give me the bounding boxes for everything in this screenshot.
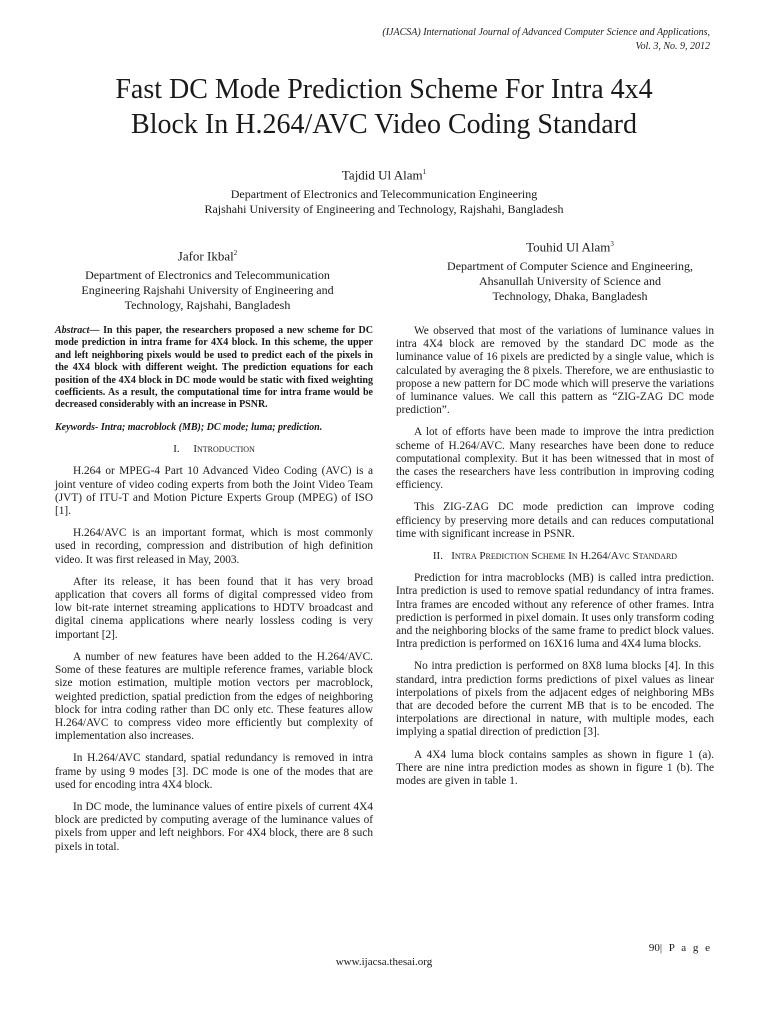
paragraph: H.264/AVC is an important format, which is most commonly used in recording, compression and distribution of high definition video. It was first released in May, 2003. [55, 527, 373, 566]
left-column [55, 325, 373, 863]
paragraph: After its release, it has been found that it has very broad application that covers all forms of digital compressed video from low bit-rate internet streaming applications to HDTV broadcast and digital cinema applications where nearly lossless coding is very important [2]. [55, 575, 373, 641]
author-block-3 [420, 237, 720, 304]
journal-header [382, 26, 710, 54]
paragraph: Prediction for intra macroblocks (MB) is called intra prediction. Intra prediction is used to remove spatial redundancy of intra frames. Intra frames are encoded without any reference of other frames. Intra prediction is performed in pixel domain. It uses only transform coding and the neighboring blocks of the same frame to predict block values. Intra prediction is performed on 16X16 luma and 4X4 luma blocks. [396, 572, 714, 651]
paragraph: A 4X4 luma block contains samples as shown in figure 1 (a). There are nine intra prediction modes as shown in figure 1 (b). The modes are given in table 1. [396, 748, 714, 788]
section-heading-intra-prediction: II. Intra Prediction Scheme In H.264/Avc Standard [432, 550, 678, 563]
author-affiliation: Department of Computer Science and Engineering, [447, 259, 693, 274]
abstract: Abstract— In this paper, the researchers proposed a new scheme for DC mode prediction in intra frame for 4X4 block. In this scheme, the upper and left neighboring pixels would be used to predict each of the pixels in the 4X4 block with different weight. The prediction equations for each position of the 4X4 block in DC mode would be static with fixed weighting coefficients. As a result, the computational time for intra frame would be decreased considerably with an increase in PSNR. [55, 325, 373, 411]
page-number: 90| P a g e [648, 942, 712, 954]
paragraph: A lot of efforts have been made to improve the intra prediction scheme of H.264/AVC. Many researches have been done to reduce computational complexity. But it has been witnessed that in most of the cases the researchers have less contribution in improving coding efficiency. [396, 426, 714, 492]
author-affiliation: Engineering Rajshahi University of Engineering and [81, 283, 334, 298]
paragraph: A number of new features have been added to the H.264/AVC. Some of these features are multiple reference frames, variable block size motion estimation, multiple motion vectors per macroblock, weighted prediction, spatial prediction from the edges of neighboring block for intra coding rather than DC only etc. These features allow H.264/AVC to compress video more efficiently but complexity of implementation also increases. [55, 650, 373, 743]
journal-volume: Vol. 3, No. 9, 2012 [635, 41, 710, 52]
paragraph: We observed that most of the variations of luminance values in intra 4X4 block are removed by the standard DC mode as the luminance value of 16 pixels are predicted by a single value, which is calculated by averaging the 8 pixels. Therefore, we are enthusiastic to propose a new pattern for DC mode which will preserve the variations of luminance values. We call this pattern as “ZIG-ZAG DC mode prediction”. [396, 325, 714, 417]
author-name: Jafor Ikbal$^2$ [177, 248, 238, 264]
right-column [396, 325, 714, 797]
author-affiliation: Ahsanullah University of Science and [479, 274, 661, 289]
author-affiliation: Rajshahi University of Engineering and Technology, Rajshahi, Bangladesh [204, 202, 564, 217]
journal-name: (IJACSA) International Journal of Advanced Computer Science and Applications, [382, 27, 710, 38]
paragraph: No intra prediction is performed on 8X8 luma blocks [4]. In this standard, intra prediction forms predictions of pixel values as linear interpolations of pixels from the adjacent edges of neighboring MBs that are decoded before the current MB that is to be encoded. The interpolations are directional in nature, with multiple modes, each implying a spatial direction of prediction [3]. [396, 660, 714, 739]
paragraph: In DC mode, the luminance values of entire pixels of current 4X4 block are predicted by computing average of the luminance values of pixels from upper and left neighbors. For 4X4 block, there are 8 such pixels in total. [55, 800, 373, 853]
paragraph: H.264 or MPEG-4 Part 10 Advanced Video Coding (AVC) is a joint venture of video coding experts from both the Joint Video Team (JVT) of ITU-T and Motion Picture Experts Group (MPEG) of ISO [1]. [55, 465, 373, 518]
author-name: Touhid Ul Alam$^3$ [526, 239, 614, 255]
paper-title [40, 72, 728, 142]
author-affiliation: Technology, Dhaka, Bangladesh [492, 289, 648, 304]
author-affiliation: Department of Electronics and Telecommunication Engineering [230, 187, 538, 202]
paragraph: In H.264/AVC standard, spatial redundancy is removed in intra frame by using 9 modes [3]. DC mode is one of the modes that are used for encoding intra 4X4 block. [55, 752, 373, 791]
title-line-1: Fast DC Mode Prediction Scheme For Intra 4x4 [115, 74, 653, 105]
author-affiliation: Department of Electronics and Telecommunication [85, 268, 330, 283]
author-block-1 [150, 165, 618, 217]
footer-url: www.ijacsa.thesai.org [335, 956, 433, 968]
author-affiliation: Technology, Rajshahi, Bangladesh [124, 298, 291, 313]
title-line-2: Block In H.264/AVC Video Coding Standard [131, 109, 637, 140]
section-heading-introduction: I. Introduction [173, 443, 255, 456]
author-name: Tajdid Ul Alam$^1$ [341, 167, 427, 183]
paragraph: This ZIG-ZAG DC mode prediction can improve coding efficiency by preserving more details and can reduces computational time with significant increase in PSNR. [396, 501, 714, 540]
author-block-2 [60, 246, 355, 313]
keywords: Keywords- Intra; macroblock (MB); DC mode; luma; prediction. [55, 421, 323, 433]
